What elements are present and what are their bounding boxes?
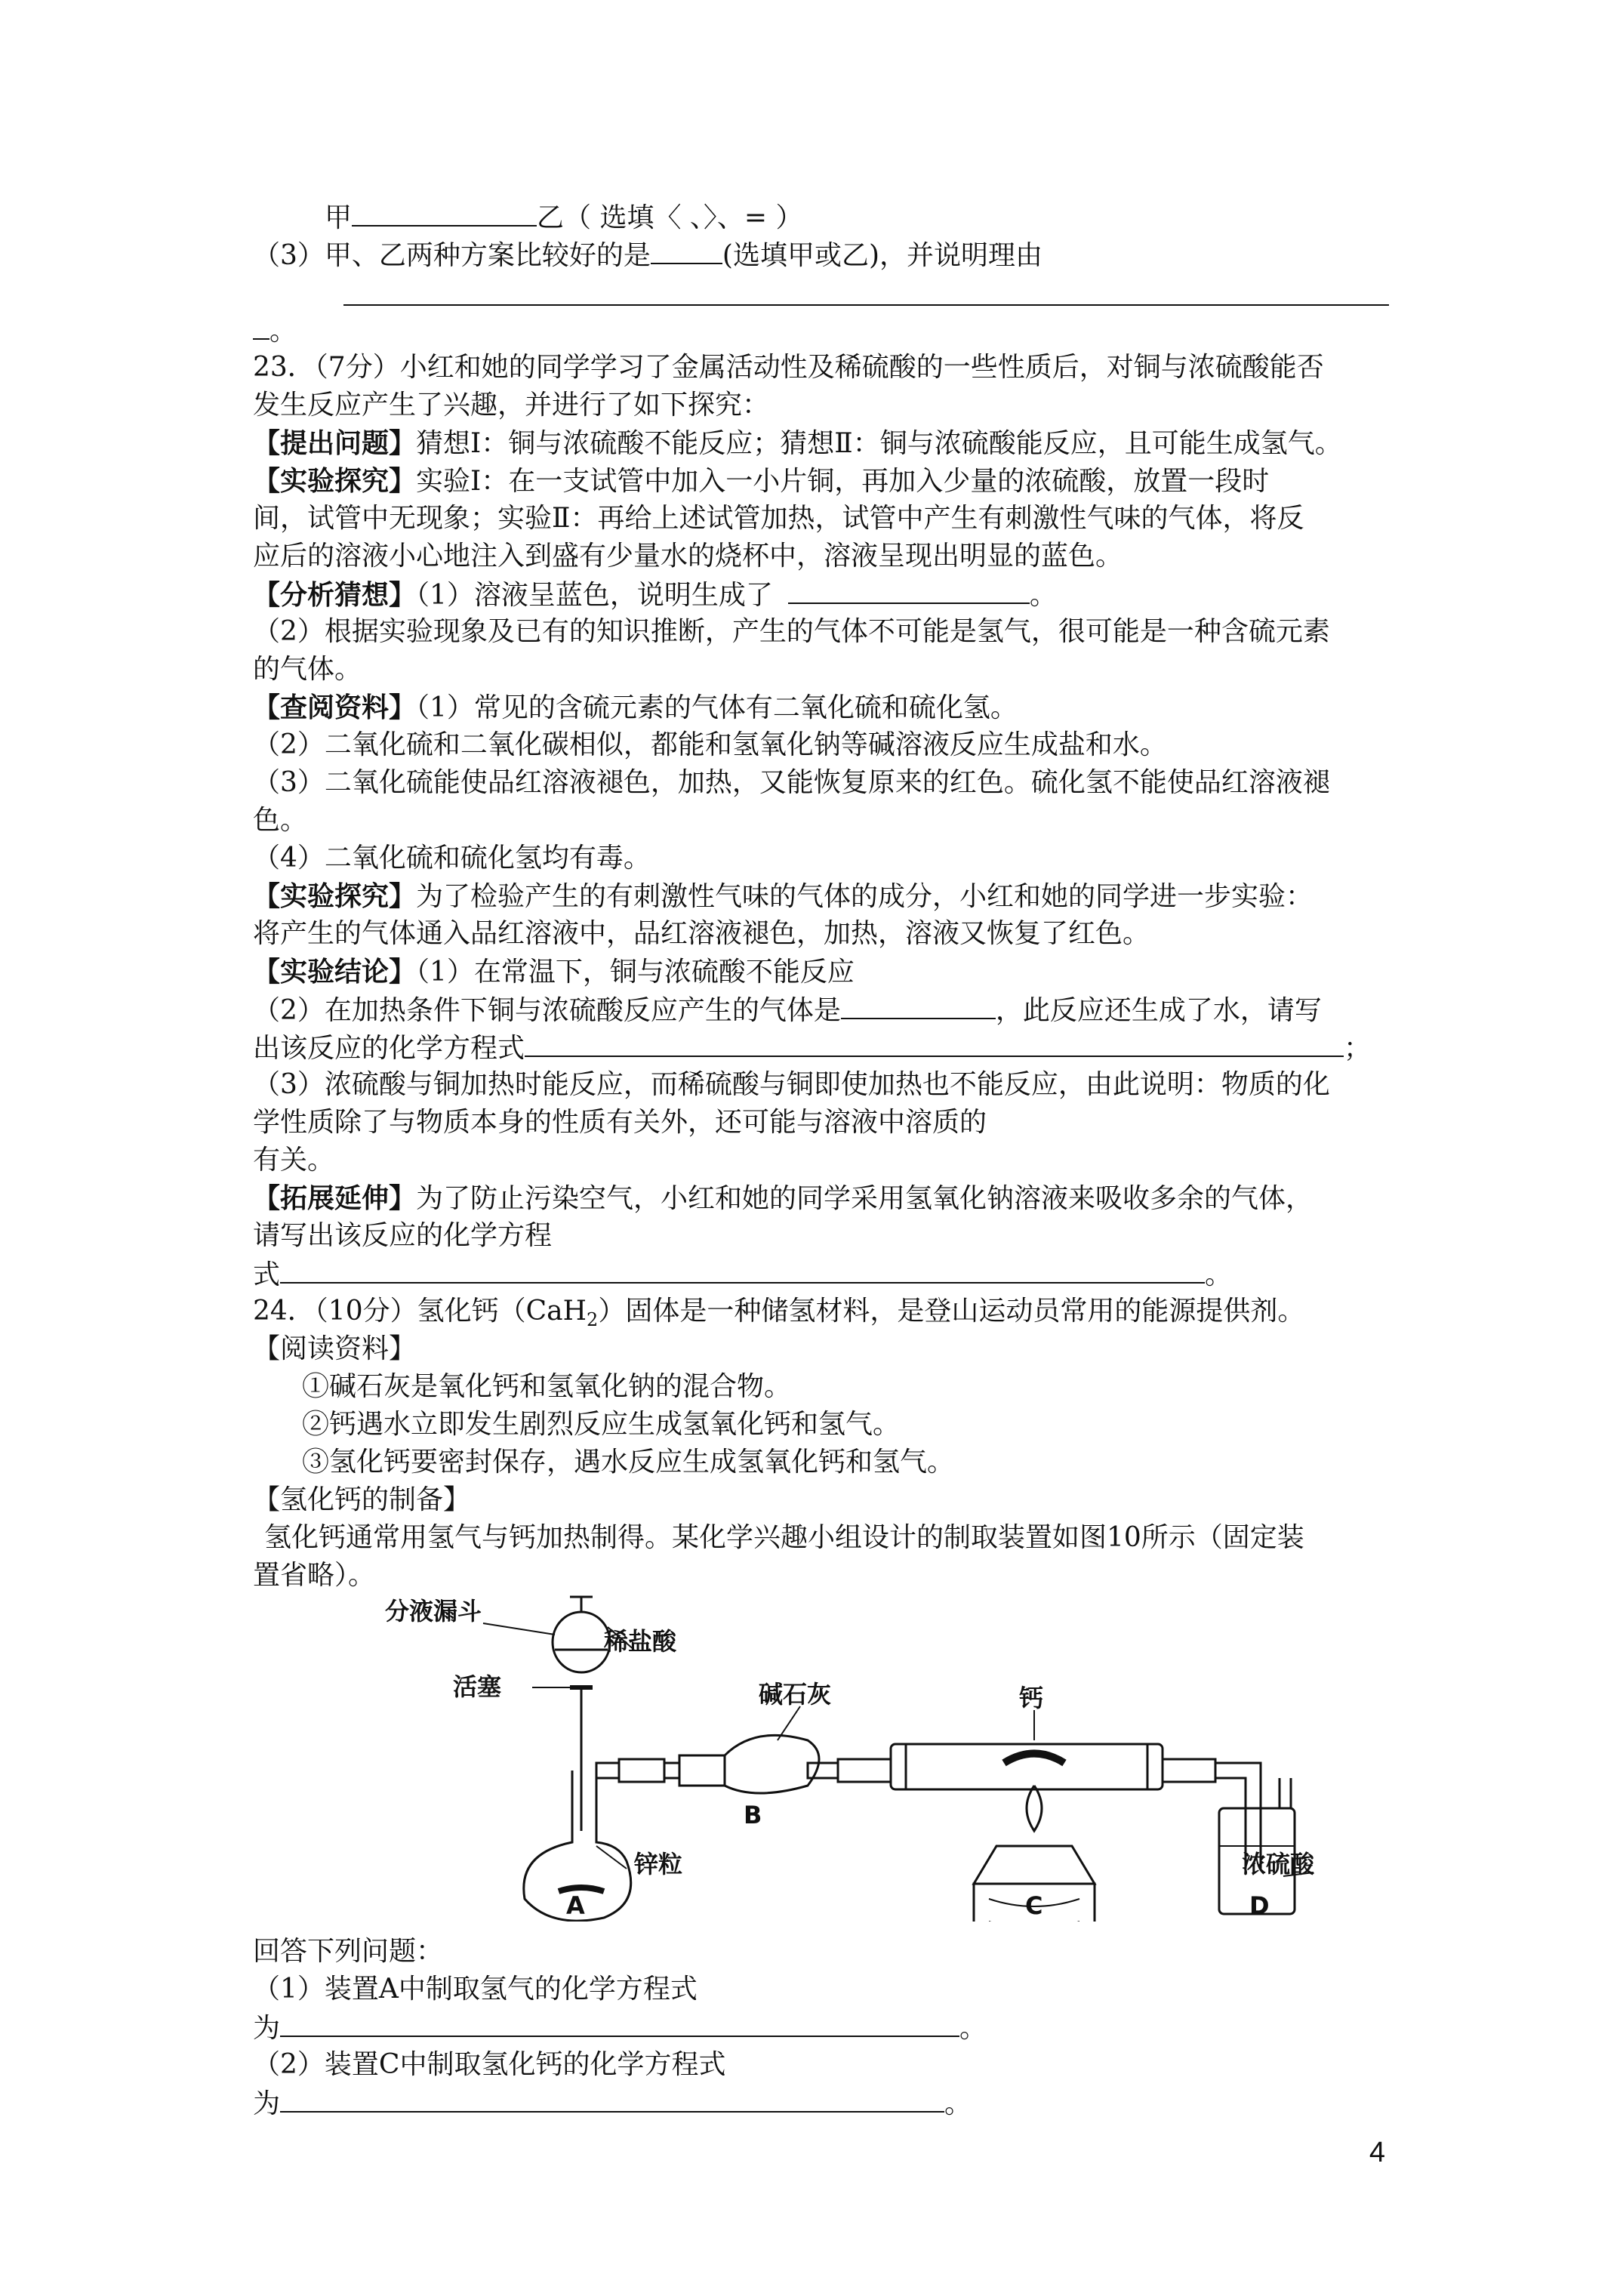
paragraph: （3）二氧化硫能使品红溶液褪色，加热，又能恢复原来的红色。硫化氢不能使品红溶液褪 — [253, 767, 1330, 798]
apparatus-figure — [377, 1582, 1317, 1922]
q3-text: （3）甲、乙两种方案比较好的是 — [253, 240, 651, 271]
answer-blank[interactable] — [352, 198, 537, 227]
paragraph: （2）根据实验现象及已有的知识推断，产生的气体不可能是氢气，很可能是一种含硫元素 — [253, 616, 1330, 647]
answer-blank[interactable] — [280, 2084, 944, 2113]
answer-prompt: 回答下列问题： — [253, 1936, 444, 1967]
drying-tube-b — [725, 1735, 819, 1793]
paragraph: （1）常见的含硫元素的气体有二氧化硫和硫化氢。 — [416, 692, 1018, 723]
question-1: （1）装置A中制取氢气的化学方程式 — [253, 1974, 698, 2005]
period: 。 — [959, 2013, 987, 2044]
label-calcium: 钙 — [1019, 1684, 1044, 1712]
flame — [1027, 1786, 1042, 1831]
paragraph: （1）在常温下，铜与浓硫酸不能反应 — [416, 957, 855, 988]
label-conc-h2so4: 浓硫酸 — [1242, 1850, 1315, 1878]
q23-analysis — [253, 575, 1057, 615]
answer-blank[interactable] — [280, 1255, 1205, 1284]
q23-propose — [253, 424, 1342, 463]
q23-title-2: 发生反应产生了兴趣，并进行了如下探究： — [253, 390, 770, 421]
label-d: D — [1249, 1891, 1270, 1920]
section-heading: 【拓展延伸】 — [253, 1182, 417, 1214]
label-c: C — [1025, 1891, 1043, 1920]
q24-title-a: 24．（10分）氢化钙（CaH — [253, 1296, 587, 1327]
question-2: （2）装置C中制取氢化钙的化学方程式 — [253, 2049, 726, 2080]
q23-extension — [253, 1179, 1313, 1218]
q24-title-b: ）固体是一种储氢材料，是登山运动员常用的能源提供剂。 — [598, 1296, 1305, 1327]
answer-blank[interactable] — [841, 991, 996, 1019]
reason-end — [253, 311, 297, 350]
section-heading: 【阅读资料】 — [253, 1333, 417, 1364]
section-heading: 【提出问题】 — [253, 427, 417, 459]
answer-blank[interactable] — [525, 1028, 1344, 1057]
paragraph: （1）溶液呈蓝色，说明生成了 — [416, 580, 773, 611]
paragraph: 实验Ⅰ：在一支试管中加入一小片铜，再加入少量的浓硫酸，放置一段时 — [416, 466, 1270, 497]
page-number: 4 — [1369, 2137, 1385, 2168]
paragraph: 色。 — [253, 805, 308, 836]
paragraph: 为了检验产生的有刺激性气味的气体的成分，小红和她的同学进一步实验： — [416, 881, 1313, 912]
separatory-funnel — [553, 1612, 610, 1672]
compare-line — [325, 198, 803, 237]
label-separatory-funnel: 分液漏斗 — [385, 1597, 482, 1626]
paragraph: ，此反应还生成了水，请写 — [995, 995, 1322, 1026]
paragraph: 请写出该反应的化学方程 — [253, 1220, 553, 1251]
label-a: A — [566, 1891, 585, 1920]
section-heading: 【实验探究】 — [253, 880, 417, 912]
period: 。 — [1029, 580, 1057, 611]
section-heading: 【实验结论】 — [253, 956, 417, 988]
tube-b-end — [679, 1755, 725, 1786]
section-heading: 【分析猜想】 — [253, 579, 417, 611]
compare-hint: 乙（ 选填〈 、〉、= ） — [537, 202, 803, 233]
q23-naoh-equation — [253, 1255, 1232, 1294]
paragraph: 的气体。 — [253, 654, 362, 685]
paragraph: （2）二氧化硫和二氧化碳相似，都能和氢氧化钠等碱溶液反应生成盐和水。 — [253, 729, 1167, 760]
period: 。 — [269, 316, 297, 347]
label-soda-lime: 碱石灰 — [759, 1680, 832, 1709]
connector-tube — [619, 1759, 664, 1782]
answer-blank[interactable] — [788, 575, 1030, 604]
paragraph: 为 — [253, 2088, 281, 2119]
label-b: B — [744, 1801, 762, 1829]
q23-experiment — [253, 462, 1269, 501]
paragraph: 应后的溶液小心地注入到盛有少量水的烧杯中，溶液呈现出明显的蓝色。 — [253, 541, 1123, 572]
paragraph: 氢化钙通常用氢气与钙加热制得。某化学兴趣小组设计的制取装置如图10所示（固定装 — [264, 1522, 1304, 1553]
paragraph: 为 — [253, 2013, 281, 2044]
calcium — [1004, 1754, 1064, 1764]
paragraph: 有关。 — [253, 1145, 335, 1176]
paragraph: 为了防止污染空气，小红和她的同学采用氢氧化钠溶液来吸收多余的气体， — [416, 1183, 1313, 1214]
subscript: 2 — [587, 1309, 599, 1331]
list-item: ③氢化钙要密封保存，遇水反应生成氢氧化钙和氢气。 — [302, 1447, 955, 1478]
semicolon: ； — [1344, 1033, 1372, 1064]
list-item: ②钙遇水立即发生剧烈反应生成氢氧化钙和氢气。 — [302, 1409, 901, 1440]
alcohol-burner — [974, 1846, 1095, 1884]
paragraph: 学性质除了与物质本身的性质有关外，还可能与溶液中溶质的 — [253, 1107, 987, 1138]
q23-reference — [253, 689, 1018, 727]
paragraph: 出该反应的化学方程式 — [253, 1033, 525, 1064]
section-heading: 【实验探究】 — [253, 465, 417, 497]
label-zinc: 锌粒 — [634, 1850, 683, 1878]
q23-title: 23．（7分）小红和她的同学学习了金属活动性及稀硫酸的一些性质后，对铜与浓硫酸能否 — [253, 352, 1324, 383]
paragraph: 间，试管中无现象；实验Ⅱ：再给上述试管加热，试管中产生有刺激性气味的气体，将反 — [253, 503, 1304, 534]
question-1-answer — [253, 2008, 987, 2048]
q3-text-b: (选填甲或乙)，并说明理由 — [722, 240, 1042, 271]
paragraph: 置省略）。 — [253, 1560, 376, 1591]
q23-experiment-2 — [253, 877, 1313, 916]
label-jia: 甲 — [325, 202, 353, 233]
period: 。 — [944, 2088, 972, 2119]
q23-gas-line — [253, 991, 1322, 1030]
reason-answer-line[interactable] — [343, 304, 1389, 306]
q23-conclusion — [253, 953, 855, 991]
question-2-answer — [253, 2084, 972, 2123]
label-dilute-hcl: 稀盐酸 — [604, 1627, 677, 1656]
paragraph: （3）浓硫酸与铜加热时能反应，而稀硫酸与铜即使加热也不能反应，由此说明：物质的化 — [253, 1069, 1330, 1100]
paragraph: （2）在加热条件下铜与浓硫酸反应产生的气体是 — [253, 995, 841, 1026]
label-valve: 活塞 — [453, 1672, 502, 1701]
list-item: ①碱石灰是氧化钙和氢氧化钠的混合物。 — [302, 1371, 792, 1402]
paragraph: 式 — [253, 1259, 281, 1290]
answer-blank[interactable] — [280, 2008, 959, 2037]
q23-equation-line — [253, 1028, 1371, 1068]
apparatus-diagram — [377, 1582, 1317, 1922]
section-heading: 【氢化钙的制备】 — [253, 1484, 471, 1515]
paragraph: 将产生的气体通入品红溶液中，品红溶液褪色，加热，溶液又恢复了红色。 — [253, 918, 1150, 949]
paragraph: （4）二氧化硫和硫化氢均有毒。 — [253, 843, 651, 874]
period: 。 — [1205, 1259, 1233, 1290]
answer-blank[interactable] — [253, 311, 269, 340]
section-heading: 【查阅资料】 — [253, 692, 417, 723]
paragraph: 猜想Ⅰ：铜与浓硫酸不能反应；猜想Ⅱ：铜与浓硫酸能反应，且可能生成氢气。 — [416, 428, 1342, 459]
answer-blank[interactable] — [651, 236, 722, 264]
question-3-line — [253, 236, 1042, 275]
